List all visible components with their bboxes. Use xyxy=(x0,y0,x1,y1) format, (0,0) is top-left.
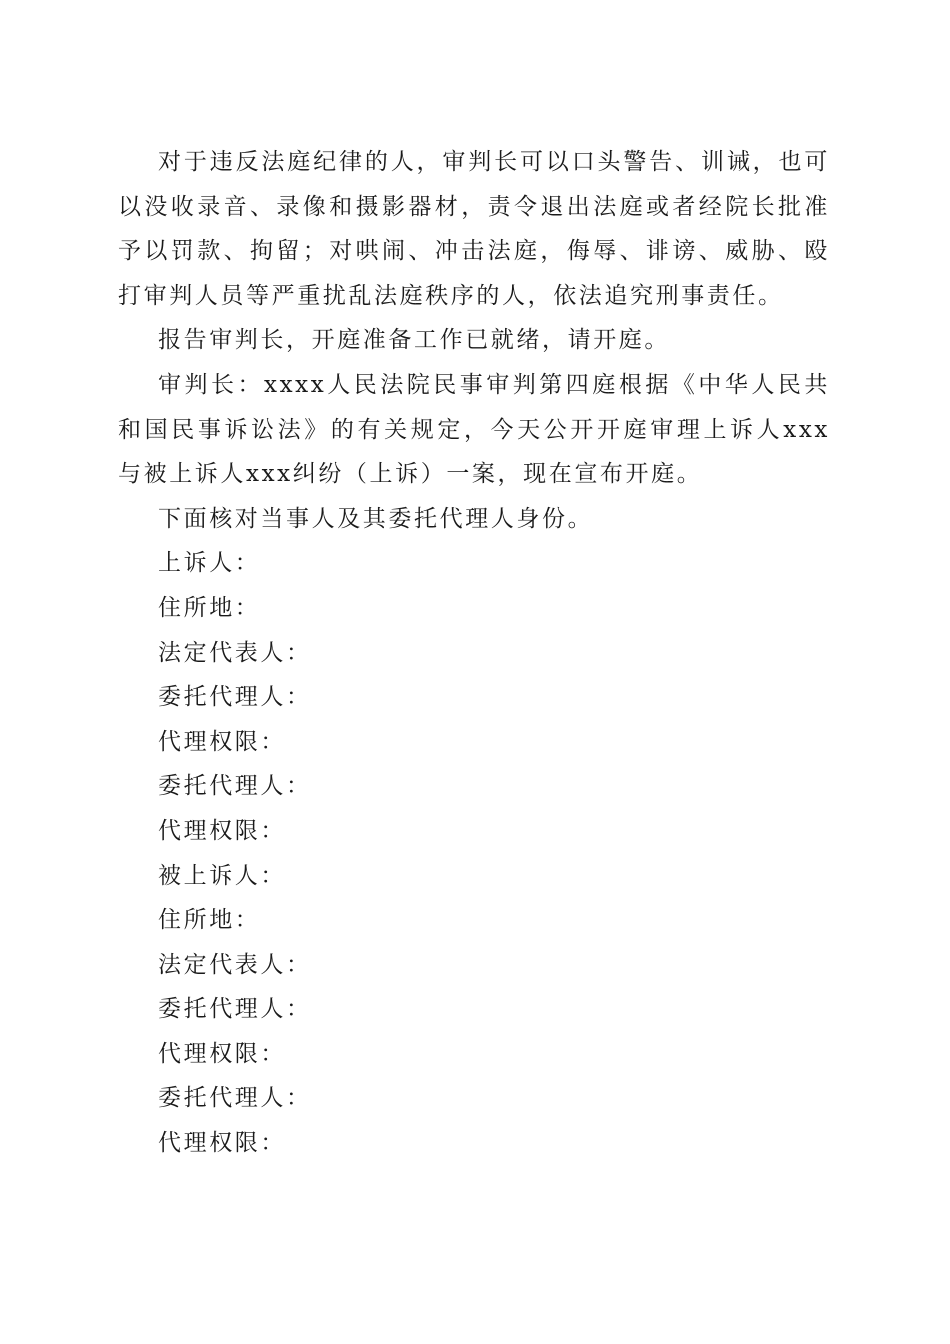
field-appellee-address: 住所地： xyxy=(158,907,261,934)
field-appellant-address: 住所地： xyxy=(158,594,261,621)
field-appellee-agent-1-authority: 代理权限： xyxy=(158,1040,286,1067)
field-appellee-agent-1: 委托代理人： xyxy=(158,996,312,1023)
field-appellee-legal-rep: 法定代表人： xyxy=(158,951,312,978)
field-appellee: 被上诉人： xyxy=(158,862,286,889)
field-appellant-agent-2: 委托代理人： xyxy=(158,773,312,800)
field-appellant-legal-rep: 法定代表人： xyxy=(158,639,312,666)
paragraph-identity-check: 下面核对当事人及其委托代理人身份。 xyxy=(158,505,594,532)
field-appellant-agent-1: 委托代理人： xyxy=(158,684,312,711)
paragraph-court-opening: 审判长：xxxx人民法院民事审判第四庭根据《中华人民共和国民事诉讼法》的有关规定，今天公开开庭审理上诉人xxx与被上诉人xxx纠纷（上诉）一案，现在宣布开庭。 xyxy=(118,371,830,488)
field-appellant-agent-1-authority: 代理权限： xyxy=(158,728,286,755)
document-body xyxy=(118,140,830,1166)
field-appellee-agent-2-authority: 代理权限： xyxy=(158,1130,286,1157)
field-appellee-agent-2: 委托代理人： xyxy=(158,1085,312,1112)
field-appellant-agent-2-authority: 代理权限： xyxy=(158,817,286,844)
paragraph-court-discipline: 对于违反法庭纪律的人，审判长可以口头警告、训诫，也可以没收录音、录像和摄影器材，责令退出法庭或者经院长批准予以罚款、拘留；对哄闹、冲击法庭，侮辱、诽谤、威胁、殴打审判人员等严重扰乱法庭秩序的人，依法追究刑事责任。 xyxy=(118,149,830,309)
paragraph-ready-report: 报告审判长，开庭准备工作已就绪，请开庭。 xyxy=(158,327,670,354)
field-appellant: 上诉人： xyxy=(158,550,261,577)
